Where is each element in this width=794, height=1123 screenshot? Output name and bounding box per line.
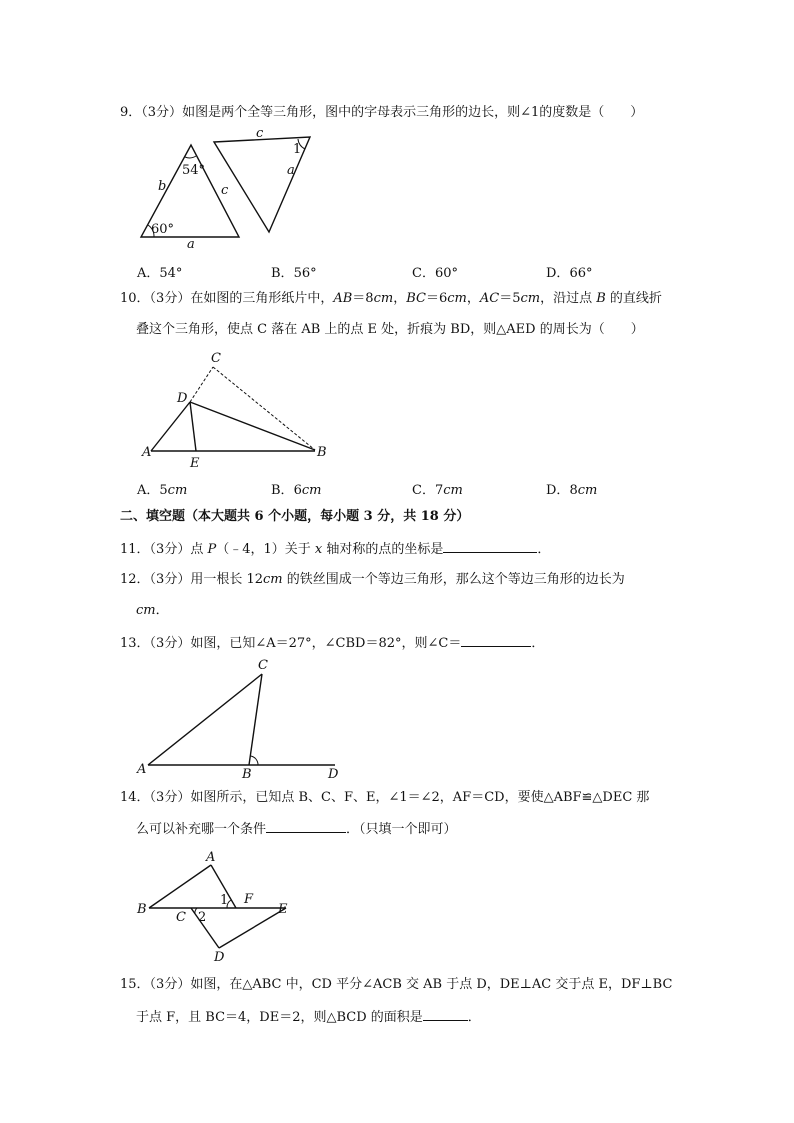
q9-number: 9． [120,105,142,120]
q14-angle-1: 1 [220,893,229,908]
q10-number: 10． [120,291,150,306]
q14-label-e: E [278,902,288,917]
q9-option-b-letter: B． [271,266,294,281]
q10-cm-2: cm [447,291,467,306]
q10-b: B [596,291,606,306]
q10-comma-2: ， [466,291,480,306]
q14-number: 14． [120,790,150,805]
q13-answer-blank[interactable] [461,634,531,647]
q10-figure [140,350,340,470]
q9-option-b [271,262,317,281]
q10-option-b-letter: B． [271,483,294,498]
q14-label-d: D [214,950,225,965]
q14-line2-a: 么可以补充哪一个条件 [136,822,267,837]
q12-cm: cm [263,572,283,587]
q10-option-c [412,479,463,498]
q9-option-c-value: 60° [434,266,458,281]
q9-figure [130,128,330,258]
q9-option-a-value: 54° [159,266,183,281]
q10-bc: BC [406,291,426,306]
q10-option-b [271,479,321,498]
q13-line [120,634,544,653]
q14-line-1 [120,789,649,807]
q15-number: 15． [120,977,150,992]
q12-points: （3分） [149,572,191,587]
q14-points: （3分） [149,790,191,805]
q10-option-a-value: 5 [159,483,168,498]
q10-eq8: ＝8 [352,291,374,306]
q11-answer-blank[interactable] [443,540,537,553]
q13-text: 如图，已知∠A＝27°，∠CBD＝82°，则∠C＝ [190,636,462,651]
q13-label-a: A [137,762,147,777]
q9-side-c-top: c [256,126,264,141]
q11-x: x [314,542,323,557]
q10-option-a-letter: A． [137,483,160,498]
q10-comma-1: ， [393,291,407,306]
q14-line-2-final [136,820,457,839]
q13-label-d: D [328,767,339,782]
q10-label-e: E [190,456,200,471]
q14-label-f: F [244,892,254,907]
q14-angle-2: 2 [198,910,207,925]
q9-side-b: b [158,179,167,194]
q14-label-b: B [137,902,147,917]
q10-cm-3: cm [520,291,541,306]
q9-angle-top: 54° [182,163,206,178]
q9-option-a-letter: A． [137,266,160,281]
q14-line2-b: ．（只填一个即可） [346,822,457,837]
section2-heading: 二、填空题（本大题共 6 个小题，每小题 3 分，共 18 分） [120,509,470,524]
q11-text-a: 点 [190,542,208,557]
q10-label-c: C [211,351,221,366]
q9-side-a-left: a [187,237,195,252]
q10-option-b-unit: cm [301,483,322,498]
q10-option-d-value: 8 [569,483,578,498]
q12-line-2 [136,602,169,620]
q10-eq5: ＝5 [499,291,521,306]
q12-line-1 [120,571,625,589]
q11-p: P [207,542,217,557]
q15-line-2 [136,1008,481,1027]
q10-option-a-unit: cm [167,483,188,498]
q10-label-b: B [317,445,327,460]
q9-text: 如图是两个全等三角形，图中的字母表示三角形的边长，则∠1的度数是（ ） [182,105,644,120]
q14-text: 如图所示，已知点 B、C、F、E，∠1＝∠2，AF＝CD，要使△ABF≌△DEC 那 [190,790,650,805]
q10-text-b: ，沿过点 [540,291,597,306]
q15-points: （3分） [149,977,191,992]
q10-text-a: 在如图的三角形纸片中， [190,291,334,306]
q10-cm-1: cm [373,291,394,306]
q9-option-d-letter: D． [546,266,570,281]
q9-line [120,104,643,122]
q10-eq6: ＝6 [425,291,448,306]
q10-option-c-value: 7 [434,483,444,498]
q10-ac: AC [479,291,500,306]
q15-line2-a: 于点 F，且 BC＝4，DE＝2，则△BCD 的面积是 [136,1010,423,1025]
q10-line-2: 叠这个三角形，使点 C 落在 AB 上的点 E 处，折痕为 BD，则△AED 的周长为（ ） [136,322,644,337]
q10-option-b-value: 6 [293,483,302,498]
q10-label-a: A [142,445,152,460]
q10-text-c: 的直线折 [605,291,662,306]
q10-option-a [137,479,187,498]
q10-line-1 [120,290,662,308]
q13-end: ． [531,636,545,651]
q10-ab: AB [333,291,353,306]
q12-text-a: 用一根长 12 [190,572,264,587]
q12-line2-unit: cm [136,603,156,618]
q10-option-d-letter: D． [546,483,570,498]
q9-option-c-letter: C． [412,266,435,281]
q11-text-c: 轴对称的点的坐标是 [322,542,444,557]
q10-option-c-letter: C． [412,483,435,498]
q13-number: 13． [120,636,150,651]
q11-number: 11． [120,542,150,557]
q15-line2-end: ． [467,1010,481,1025]
q15-text: 如图，在△ABC 中，CD 平分∠ACB 交 AB 于点 D，DE⊥AC 交于点 E，DF⊥BC [190,977,673,992]
q9-points: （3分） [141,105,183,120]
q10-option-d [546,479,597,498]
q11-end: ． [537,542,551,557]
q10-option-d-unit: cm [577,483,598,498]
q10-points: （3分） [149,291,191,306]
q9-angle-1: 1 [293,142,302,157]
q9-side-a-right: a [287,163,295,178]
q10-option-c-unit: cm [443,483,463,498]
q13-label-b: B [242,767,252,782]
q9-option-b-value: 56° [293,266,317,281]
q13-figure [135,655,355,785]
q14-label-c: C [176,910,186,925]
q13-label-c: C [258,658,268,673]
q12-line2-end: ． [155,603,169,618]
q14-answer-blank[interactable] [266,820,346,833]
q13-points: （3分） [149,636,191,651]
q15-answer-blank[interactable] [423,1008,468,1021]
q14-label-a: A [206,850,216,865]
q9-option-d-value: 66° [569,266,593,281]
q11-line [120,540,550,559]
q11-text-b: （﹣4，1）关于 [216,542,315,557]
q12-number: 12． [120,572,150,587]
q9-angle-left: 60° [151,222,175,237]
q15-line-1 [120,976,672,994]
q9-side-c-left: c [221,183,229,198]
q11-points: （3分） [149,542,191,557]
q10-label-d: D [177,391,188,406]
q12-text-b: 的铁丝围成一个等边三角形，那么这个等边三角形的边长为 [282,572,625,587]
q14-figure [135,845,315,965]
q9-option-a [137,262,182,281]
q9-option-d [546,262,592,281]
q9-option-c [412,262,458,281]
